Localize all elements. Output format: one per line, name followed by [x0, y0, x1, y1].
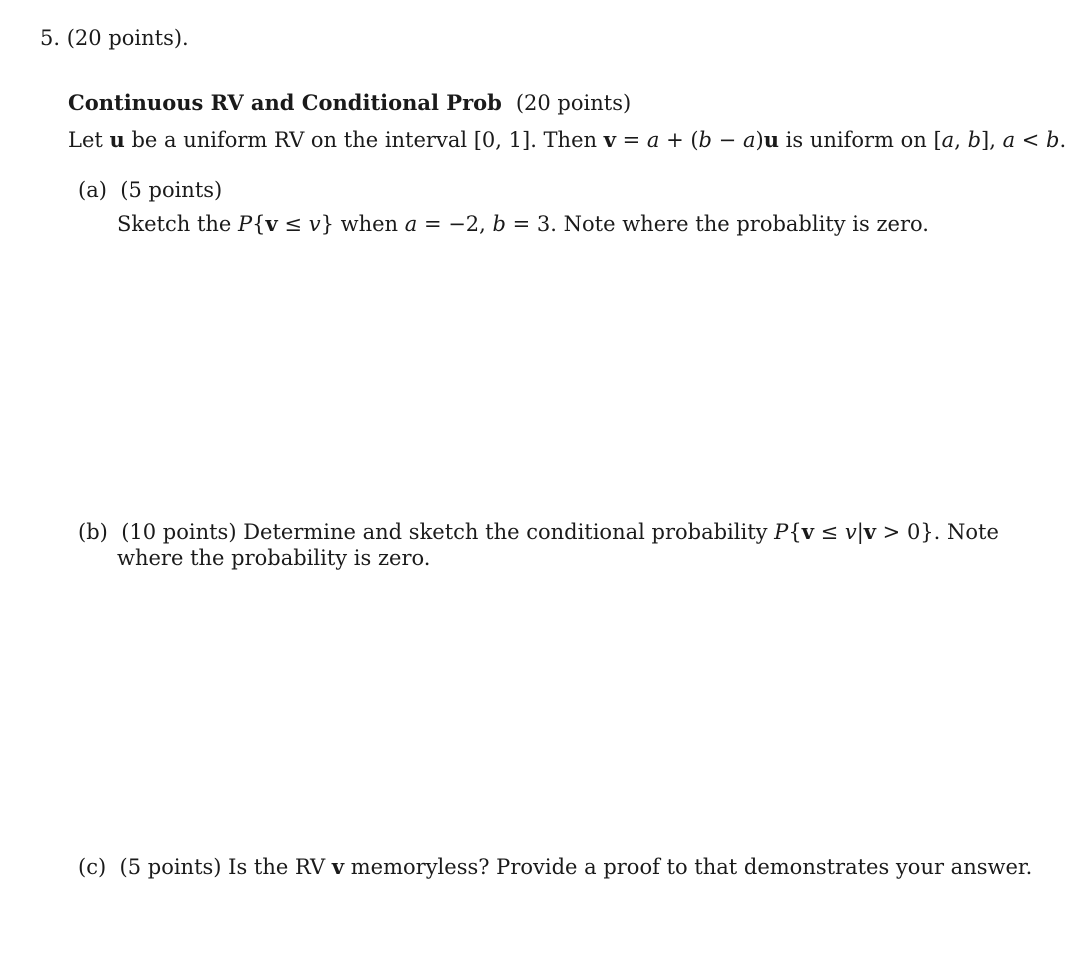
- part-a-heading: [78, 180, 222, 201]
- part-c-label: (c): [78, 855, 107, 879]
- part-a-label: (a): [78, 178, 107, 202]
- intro-text: Let: [68, 128, 110, 152]
- rv-v: v: [603, 127, 616, 152]
- var-v: v: [844, 520, 857, 544]
- intro-text: be a uniform RV on the interval [0, 1]. Then: [124, 128, 604, 152]
- intro-text: ],: [981, 128, 1003, 152]
- part-c-question: [78, 856, 1032, 878]
- part-a-text: } when: [320, 212, 405, 236]
- var-a: a: [941, 128, 955, 152]
- var-b: b: [1046, 128, 1060, 152]
- part-b-text: (10 points) Determine and sketch the conditional probability: [121, 520, 775, 544]
- intro-text: is uniform on [: [778, 128, 942, 152]
- part-a-question: [117, 213, 929, 235]
- intro-text: −: [712, 128, 743, 152]
- part-a-text: Sketch the: [117, 212, 239, 236]
- problem-header: [40, 28, 189, 49]
- intro-text: =: [615, 128, 647, 152]
- var-b: b: [492, 212, 506, 236]
- var-a: a: [1002, 128, 1016, 152]
- problem-number: 5.: [40, 26, 61, 50]
- prob-P: P: [774, 520, 789, 544]
- var-a: a: [404, 212, 418, 236]
- problem-points: (20 points).: [66, 26, 189, 50]
- part-b-text: > 0}. Note: [876, 520, 999, 544]
- rv-v: v: [331, 854, 345, 879]
- part-c-text: memoryless? Provide a proof to that demonstrates your answer.: [344, 855, 1033, 879]
- rv-v: v: [863, 519, 876, 544]
- prob-P: P: [238, 212, 253, 236]
- rv-u: u: [763, 127, 779, 152]
- intro-text: ): [755, 128, 764, 152]
- var-b: b: [967, 128, 982, 152]
- part-c-text: (5 points) Is the RV: [119, 855, 332, 879]
- part-b-question: [78, 521, 999, 543]
- intro-text: ,: [954, 128, 968, 152]
- rv-v: v: [801, 519, 814, 544]
- intro-text: + (: [659, 128, 699, 152]
- part-a-points: (5 points): [120, 178, 223, 202]
- var-b: b: [698, 128, 712, 152]
- rv-u: u: [109, 127, 125, 152]
- part-a-text: {: [252, 212, 266, 236]
- part-a-text: = −2,: [417, 212, 493, 236]
- intro-paragraph: [68, 129, 1066, 151]
- section-heading: [68, 92, 631, 114]
- var-v: v: [308, 212, 321, 236]
- rv-v: v: [265, 211, 278, 236]
- intro-text: <: [1015, 128, 1047, 152]
- part-a-text: ≤: [277, 212, 309, 236]
- section-points: (20 points): [515, 91, 632, 115]
- part-b-text: ≤: [813, 520, 845, 544]
- part-b-text: {: [788, 520, 802, 544]
- part-a-text: = 3. Note where the probablity is zero.: [505, 212, 929, 236]
- var-a: a: [646, 128, 660, 152]
- part-b-label: (b): [78, 520, 108, 544]
- part-b-text: |: [856, 520, 864, 544]
- section-title: Continuous RV and Conditional Prob: [68, 90, 502, 115]
- part-b-question-continued: where the probability is zero.: [117, 546, 431, 570]
- var-a: a: [742, 128, 756, 152]
- intro-text: .: [1059, 128, 1066, 152]
